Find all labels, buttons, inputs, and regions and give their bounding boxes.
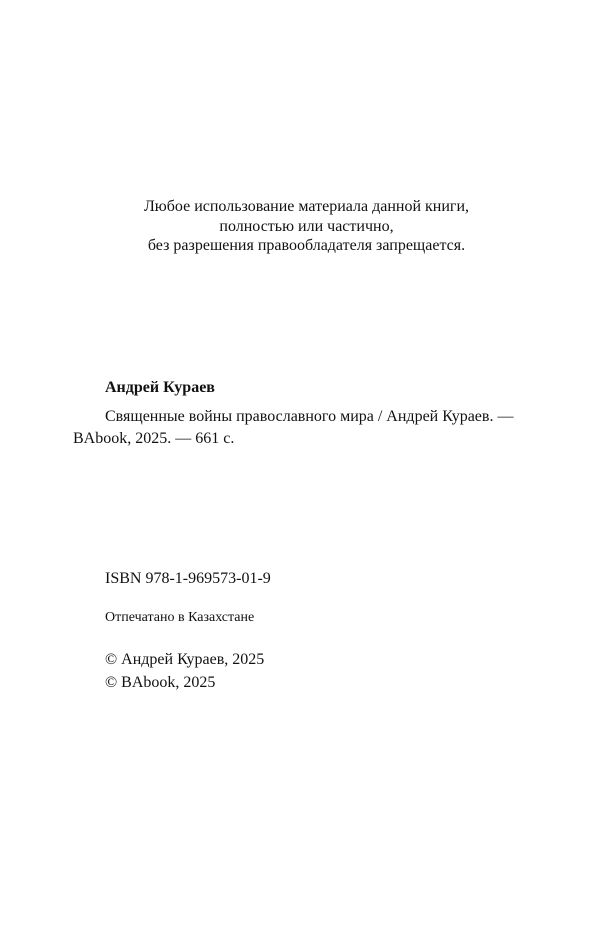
copyright-line: © BAbook, 2025: [105, 674, 216, 691]
copyright-notice-line: без разрешения правообладателя запрещается.: [147, 237, 466, 254]
copyright-line: © Андрей Кураев, 2025: [105, 651, 265, 668]
copyright-notice-line: полностью или частично,: [219, 217, 394, 235]
bibliographic-line: BAbook, 2025. — 661 с.: [73, 430, 235, 447]
copyright-block: [105, 648, 264, 694]
bibliographic-description: [73, 406, 563, 450]
copyright-notice: [0, 197, 613, 256]
author-heading: Андрей Кураев: [105, 379, 215, 396]
isbn: ISBN 978-1-969573-01-9: [105, 570, 271, 587]
printed-in: Отпечатано в Казахстане: [105, 610, 255, 625]
bibliographic-line: Священные войны православного мира / Андрей Кураев. —: [105, 408, 514, 425]
copyright-notice-line: Любое использование материала данной книги,: [143, 198, 470, 215]
